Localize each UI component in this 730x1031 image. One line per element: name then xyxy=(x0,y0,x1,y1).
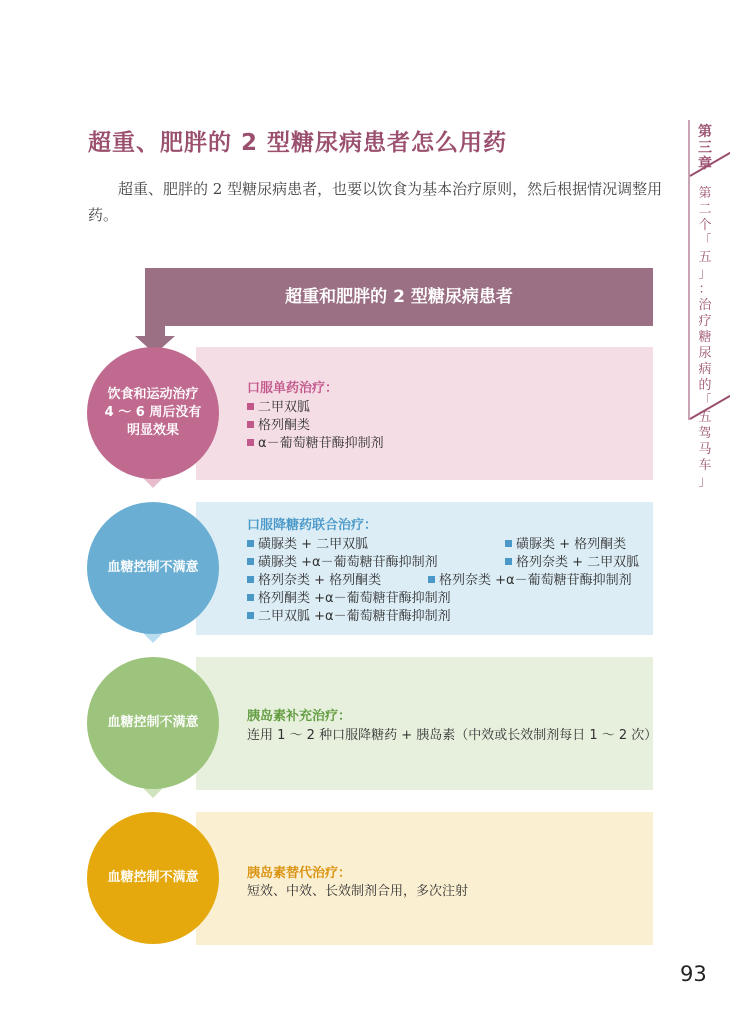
step2-title: 口服降糖药联合治疗： xyxy=(247,518,378,533)
step2-item: 格列奈类 + 二甲双胍 xyxy=(505,551,639,570)
step1-title: 口服单药治疗： xyxy=(247,381,339,396)
step1-item: 二甲双胍 xyxy=(247,396,310,415)
bullet-icon xyxy=(247,421,254,428)
step1-item: α－葡萄糖苷酶抑制剂 xyxy=(247,432,384,451)
step1-item: 格列酮类 xyxy=(247,414,310,433)
bullet-icon xyxy=(247,612,254,619)
step3-circle: 血糖控制不满意 xyxy=(87,657,219,789)
step2-item: 格列奈类 + 格列酮类 xyxy=(247,569,381,588)
bullet-icon xyxy=(247,594,254,601)
bullet-icon xyxy=(247,439,254,446)
chapter-label: 第 三 章 xyxy=(698,124,712,172)
bullet-icon xyxy=(247,576,254,583)
bullet-icon xyxy=(247,558,254,565)
step2-item: 二甲双胍 +α－葡萄糖苷酶抑制剂 xyxy=(247,605,451,624)
step1-circle: 饮食和运动治疗 4 ～ 6 周后没有 明显效果 xyxy=(87,347,219,479)
step4-circle: 血糖控制不满意 xyxy=(87,812,219,944)
page-number: 93 xyxy=(680,962,707,986)
step2-circle: 血糖控制不满意 xyxy=(87,502,219,634)
chapter-rail-top-line xyxy=(688,120,690,420)
step2-item: 磺脲类 + 二甲双胍 xyxy=(247,533,368,552)
step4-text: 短效、中效、长效制剂合用，多次注射 xyxy=(247,884,469,899)
page-title: 超重、肥胖的 2 型糖尿病患者怎么用药 xyxy=(88,130,508,156)
step3-text: 连用 1 ～ 2 种口服降糖药 + 胰岛素（中效或长效制剂每日 1 ～ 2 次） xyxy=(247,728,658,743)
step2-item: 格列酮类 +α－葡萄糖苷酶抑制剂 xyxy=(247,587,451,606)
step2-item: 格列奈类 +α－葡萄糖苷酶抑制剂 xyxy=(428,569,632,588)
step2-item: 磺脲类 +α－葡萄糖苷酶抑制剂 xyxy=(247,551,438,570)
step4-title: 胰岛素替代治疗： xyxy=(247,866,352,881)
intro-paragraph: 超重、肥胖的 2 型糖尿病患者，也要以饮食为基本治疗原则，然后根据情况调整用药。 xyxy=(88,180,663,224)
bullet-icon xyxy=(247,540,254,547)
bullet-icon xyxy=(505,558,512,565)
flow-header: 超重和肥胖的 2 型糖尿病患者 xyxy=(285,287,513,307)
bullet-icon xyxy=(428,576,435,583)
bullet-icon xyxy=(247,403,254,410)
step3-title: 胰岛素补充治疗： xyxy=(247,709,352,724)
section-label: 第 二 个 「 五 」 ： 治 疗 糖 尿 病 的 「 五 驾 马 车 」 xyxy=(698,186,712,489)
bullet-icon xyxy=(505,540,512,547)
step2-item: 磺脲类 + 格列酮类 xyxy=(505,533,626,552)
